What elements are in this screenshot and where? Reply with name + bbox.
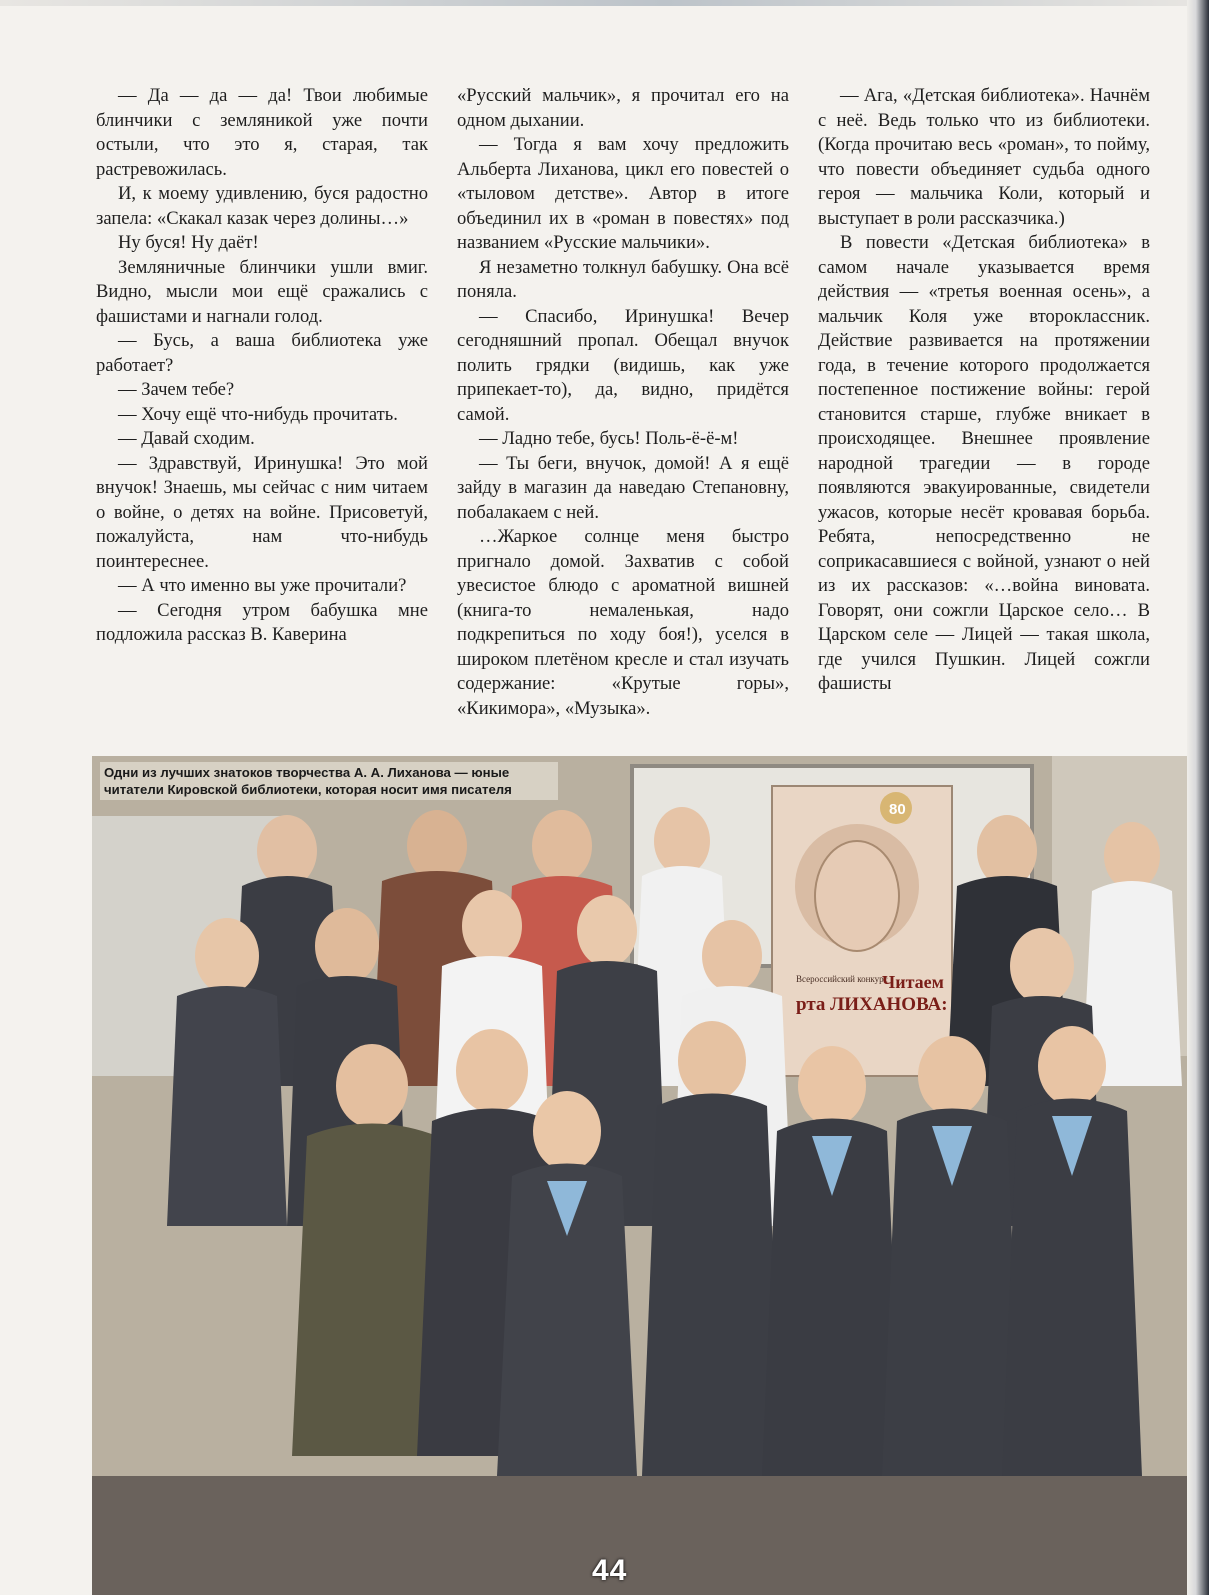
text-column-1 <box>96 84 428 754</box>
paragraph: «Русский мальчик», я прочитал его на одном дыхании. <box>457 85 789 131</box>
paragraph: — А что именно вы уже прочитали? <box>118 575 407 596</box>
paragraph: — Хочу ещё что-нибудь прочитать. <box>118 403 398 425</box>
paragraph: — Да — да — да! Твои любимые блинчики с земляникой уже почти остыли, что это я, старая, так растревожилась. <box>96 85 428 180</box>
text-column-2 <box>457 84 789 754</box>
paragraph: Ну буся! Ну даёт! <box>118 232 259 253</box>
poster <box>772 786 952 1076</box>
paragraph: Земляничные блинчики ушли вмиг. Видно, мысли мои ещё сражались с фашистами и нагнали голод. <box>96 256 428 327</box>
paragraph: — Ага, «Детская библиотека». Начнём с неё. Ведь только что из библиотеки. (Когда прочитаю весь «роман», то пойму, что повести объединяет судьба одного героя — мальчика Коли, который и выступает в роли рассказчика.) <box>818 85 1150 229</box>
paragraph: — Здравствуй, Иринушка! Это мой внучок! Знаешь, мы сейчас с ним читаем о войне, о детях на войне. Присоветуй, пожалуйста, нам что-нибудь поинтереснее. <box>96 452 428 572</box>
group-photo <box>92 756 1187 1595</box>
poster-badge: 80 <box>889 801 906 818</box>
paragraph: И, к моему удивлению, буся радостно запела: «Скакал казак через долины…» <box>96 183 428 229</box>
page-edge-shadow <box>1187 0 1209 1595</box>
paragraph: — Ты беги, внучок, домой! А я ещё зайду в магазин да наведаю Степановну, побалакаем с ней. <box>457 452 789 523</box>
photo-caption: Одни из лучших знатоков творчества А. А. Лиханова — юные читатели Кировской библиотеки, которая носит имя писателя <box>100 762 558 800</box>
paragraph: — Ладно тебе, бусь! Поль-ё-ё-м! <box>479 428 739 449</box>
poster-subtitle: рта ЛИХАНОВА: <box>796 994 948 1015</box>
paragraph: — Спасибо, Иринушка! Вечер сегодняшний пропал. Обещал внучок полить грядки (видишь, как уже припекает-то), да, видно, придётся самой. <box>457 305 789 425</box>
paragraph: Я незаметно толкнул бабушку. Она всё поняла. <box>457 256 789 302</box>
paragraph: — Тогда я вам хочу предложить Альберта Лиханова, цикл его повестей о «тыловом детстве». Автор в итоге объединил их в «роман в повестях» под названием «Русские мальчики». <box>457 134 789 253</box>
paragraph: — Сегодня утром бабушка мне подложила рассказ В. Каверина <box>96 599 428 645</box>
poster-small-text: Всероссийский конкурс <box>796 974 888 984</box>
group-photo-illustration <box>92 756 1187 1595</box>
paragraph: — Зачем тебе? <box>118 379 235 400</box>
article-text <box>96 84 1150 754</box>
paragraph: В повести «Детская библиотека» в самом начале указывается время действия — «третья военная осень», а мальчик Коля уже второклассник. Действие развивается на протяжении года, в течение которого продолжается постепенное постижение войны: герой становится старше, глубже вникает в происходящее. Внешнее проявление народной трагедии — в городе появляются эвакуированные, свидетели ужасов, которые несёт кровавая борьба. Ребята, непосредственно не соприкасавшиеся с войной, узнают о ней из их рассказов: «…война виновата. Говорят, они сожгли Царское село… В Царском селе — Лицей — такая школа, где учился Пушкин. Лицей сожгли фашисты <box>818 232 1150 694</box>
paragraph: — Бусь, а ваша библиотека уже работает? <box>96 330 428 376</box>
paragraph: …Жаркое солнце меня быстро пригнало домой. Захватив с собой увесистое блюдо с ароматной вишней (книга-то немаленькая, надо подкрепиться по ходу боя!), уселся в широком плетёном кресле и стал изучать содержание: «Крутые горы», «Кикимора», «Музыка». <box>457 526 789 719</box>
poster-title: Читаем <box>882 972 944 992</box>
top-edge <box>0 0 1209 6</box>
paragraph: — Давай сходим. <box>118 428 255 449</box>
text-column-3 <box>818 84 1150 754</box>
page-number: 44 <box>592 1554 628 1587</box>
